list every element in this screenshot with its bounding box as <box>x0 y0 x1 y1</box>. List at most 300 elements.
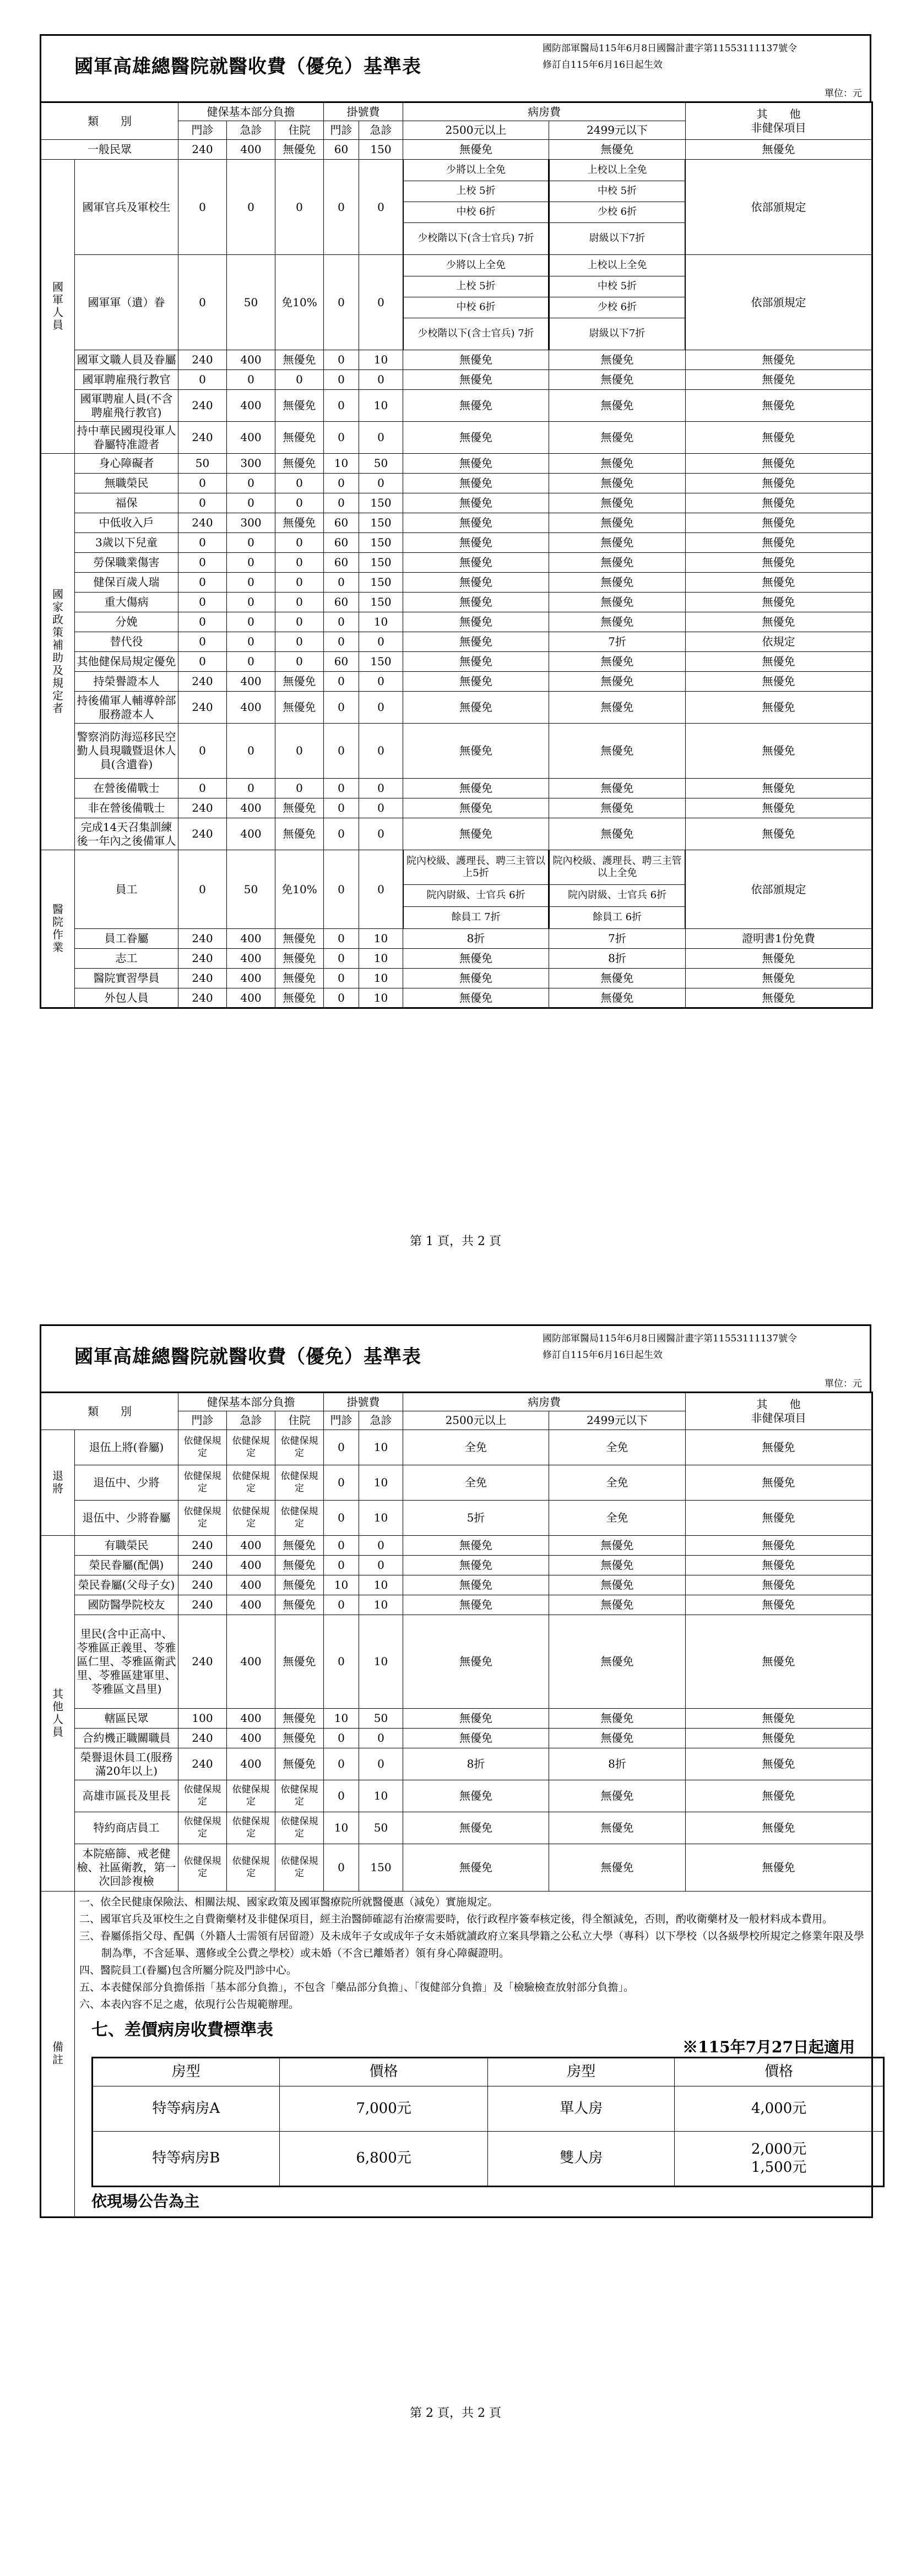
table-row <box>41 652 872 672</box>
fee-cell: 0 <box>227 779 275 798</box>
fee-cell: 240 <box>178 350 227 370</box>
fee-cell: 無優免 <box>549 652 686 672</box>
fee-cell: 0 <box>359 1748 403 1780</box>
fee-cell: 無優免 <box>403 798 549 818</box>
header-reg-emergency: 急診 <box>359 1411 403 1430</box>
fee-cell: 0 <box>324 672 359 692</box>
fee-cell: 0 <box>275 632 324 652</box>
fee-cell: 無優免 <box>686 454 872 474</box>
fee-cell: 無優免 <box>549 1615 686 1709</box>
document-header <box>40 34 871 101</box>
fee-cell: 0 <box>324 370 359 390</box>
row-label: 里民(含中正高中、苓雅區正義里、苓雅區仁里、苓雅區衛武里、苓雅區建軍里、苓雅區文昌里) <box>75 1615 178 1709</box>
fee-cell: 無優免 <box>403 1709 549 1729</box>
fee-cell: 400 <box>227 1709 275 1729</box>
fee-cell: 10 <box>359 1465 403 1501</box>
regulation-notice <box>543 40 867 73</box>
fee-cell: 依健保規定 <box>227 1812 275 1844</box>
fee-cell: 0 <box>275 370 324 390</box>
row-label: 分娩 <box>75 612 178 632</box>
ward-discount-cell <box>549 255 686 350</box>
table-row <box>41 1812 872 1844</box>
fee-cell: 依健保規定 <box>227 1844 275 1892</box>
fee-cell: 無優免 <box>403 612 549 632</box>
fee-cell: 150 <box>359 573 403 593</box>
ward-header-type: 房型 <box>93 2057 280 2086</box>
discount-item: 中校 6折 <box>404 202 549 222</box>
fee-cell: 400 <box>227 798 275 818</box>
table-row <box>41 350 872 370</box>
fee-cell: 0 <box>324 988 359 1008</box>
page-number: 第 2 頁，共 2 頁 <box>410 2406 501 2420</box>
table-row <box>41 1430 872 1465</box>
fee-cell: 0 <box>324 1595 359 1615</box>
table-row <box>41 1780 872 1812</box>
remark-item: 五、本表健保部分負擔係指「基本部分負擔」，不包含「藥品部分負擔」、「復健部分負擔」及「檢驗檢查放射部分負擔」。 <box>79 1981 635 1993</box>
fee-cell: 10 <box>359 1430 403 1465</box>
fee-cell: 無優免 <box>549 593 686 612</box>
ward-price: 7,000元 <box>279 2086 488 2131</box>
fee-cell: 無優免 <box>686 1844 872 1892</box>
fee-cell: 依健保規定 <box>227 1430 275 1465</box>
fee-cell: 無優免 <box>403 422 549 454</box>
fee-cell: 0 <box>324 724 359 779</box>
fee-cell: 無優免 <box>686 493 872 513</box>
fee-cell: 0 <box>275 573 324 593</box>
fee-cell: 60 <box>324 652 359 672</box>
table-row <box>41 850 872 929</box>
discount-item: 少校階以下(含士官兵) 7折 <box>404 222 549 254</box>
row-label: 退伍中、少將眷屬 <box>75 1501 178 1536</box>
row-label: 高雄市區長及里長 <box>75 1780 178 1812</box>
discount-list <box>549 850 685 928</box>
ward-footer-note: 依現場公告為主 <box>91 2192 200 2210</box>
fee-cell: 免10% <box>275 850 324 929</box>
fee-cell: 240 <box>178 1748 227 1780</box>
group-remarks: 備註 <box>41 1892 75 2218</box>
fee-cell: 0 <box>275 533 324 553</box>
fee-cell: 依健保規定 <box>275 1812 324 1844</box>
fee-cell: 無優免 <box>403 1615 549 1709</box>
fee-cell: 400 <box>227 929 275 949</box>
fee-cell: 400 <box>227 988 275 1008</box>
fee-cell: 無優免 <box>686 593 872 612</box>
discount-item: 中校 6折 <box>404 297 549 318</box>
fee-cell: 0 <box>359 798 403 818</box>
fee-cell: 0 <box>324 818 359 850</box>
fee-cell: 50 <box>359 454 403 474</box>
fee-cell: 8折 <box>403 929 549 949</box>
fee-cell: 10 <box>359 969 403 988</box>
fee-cell: 0 <box>178 474 227 493</box>
fee-cell: 400 <box>227 1595 275 1615</box>
table-row <box>41 1615 872 1709</box>
row-label: 持後備軍人輔導幹部服務證本人 <box>75 692 178 724</box>
row-label: 無職榮民 <box>75 474 178 493</box>
fee-cell: 50 <box>359 1812 403 1844</box>
fee-cell: 0 <box>324 692 359 724</box>
discount-item: 尉級以下7折 <box>550 222 685 254</box>
fee-cell: 0 <box>275 160 324 255</box>
fee-cell: 240 <box>178 929 227 949</box>
table-row <box>41 1536 872 1556</box>
discount-list <box>549 160 685 254</box>
fee-cell: 0 <box>275 493 324 513</box>
fee-cell: 無優免 <box>275 140 324 160</box>
fee-cell: 0 <box>324 573 359 593</box>
fee-cell: 240 <box>178 422 227 454</box>
fee-cell: 240 <box>178 692 227 724</box>
fee-cell: 無優免 <box>275 1556 324 1575</box>
fee-cell: 無優免 <box>403 779 549 798</box>
fee-cell: 0 <box>324 632 359 652</box>
fee-cell: 無優免 <box>403 370 549 390</box>
fee-cell: 依健保規定 <box>178 1780 227 1812</box>
fee-cell: 無優免 <box>403 1595 549 1615</box>
fee-cell: 0 <box>359 1556 403 1575</box>
fee-cell: 400 <box>227 672 275 692</box>
fee-cell: 依健保規定 <box>275 1780 324 1812</box>
fee-cell: 400 <box>227 1536 275 1556</box>
fee-cell: 0 <box>275 779 324 798</box>
fee-cell: 證明書1份免費 <box>686 929 872 949</box>
fee-cell: 0 <box>359 1536 403 1556</box>
fee-cell: 150 <box>359 513 403 533</box>
fee-cell: 0 <box>324 798 359 818</box>
fee-cell: 0 <box>178 652 227 672</box>
ward-discount-cell <box>403 160 549 255</box>
row-label: 國軍文職人員及眷屬 <box>75 350 178 370</box>
fee-cell: 400 <box>227 350 275 370</box>
discount-item: 上校 5折 <box>404 181 549 202</box>
fee-cell: 60 <box>324 140 359 160</box>
fee-cell: 0 <box>324 255 359 350</box>
fee-cell: 無優免 <box>686 724 872 779</box>
fee-cell: 150 <box>359 553 403 573</box>
table-row <box>41 493 872 513</box>
fee-cell: 400 <box>227 1748 275 1780</box>
fee-table-page2 <box>40 1392 873 2218</box>
ward-price-table <box>91 2057 885 2187</box>
ward-section-title: 七、差價病房收費標準表 <box>91 2020 273 2040</box>
header-ward: 病房費 <box>403 102 686 121</box>
fee-cell: 240 <box>178 1556 227 1575</box>
ward-type: 單人房 <box>488 2086 675 2131</box>
discount-item: 餘員工 7折 <box>404 906 549 928</box>
fee-cell: 無優免 <box>686 692 872 724</box>
fee-cell: 無優免 <box>403 652 549 672</box>
table-row <box>41 474 872 493</box>
fee-cell: 無優免 <box>403 533 549 553</box>
fee-cell: 50 <box>359 1709 403 1729</box>
fee-cell: 無優免 <box>549 140 686 160</box>
fee-cell: 無優免 <box>686 533 872 553</box>
fee-cell: 無優免 <box>403 593 549 612</box>
fee-cell: 依健保規定 <box>227 1780 275 1812</box>
fee-cell: 無優免 <box>403 692 549 724</box>
fee-cell: 10 <box>359 949 403 969</box>
header-reg-emergency: 急診 <box>359 121 403 140</box>
fee-cell: 0 <box>359 850 403 929</box>
document-title: 國軍高雄總醫院就醫收費（優免）基準表 <box>74 56 421 78</box>
fee-cell: 無優免 <box>686 350 872 370</box>
document-title: 國軍高雄總醫院就醫收費（優免）基準表 <box>74 1346 421 1368</box>
page-1 <box>40 34 871 1248</box>
fee-cell: 無優免 <box>686 370 872 390</box>
fee-cell: 400 <box>227 818 275 850</box>
header-reg-outpatient: 門診 <box>324 121 359 140</box>
fee-cell: 無優免 <box>549 474 686 493</box>
table-row <box>41 1729 872 1748</box>
unit-label: 單位：元 <box>825 88 862 99</box>
fee-cell: 無優免 <box>549 1780 686 1812</box>
remark-item: 四、醫院員工(眷屬)包含所屬分院及門診中心。 <box>79 1964 297 1976</box>
fee-cell: 依健保規定 <box>178 1465 227 1501</box>
header-outpatient: 門診 <box>178 121 227 140</box>
fee-cell: 240 <box>178 672 227 692</box>
fee-cell: 無優免 <box>275 513 324 533</box>
fee-cell: 全免 <box>549 1501 686 1536</box>
fee-cell: 10 <box>359 350 403 370</box>
fee-cell: 400 <box>227 390 275 422</box>
fee-cell: 無優免 <box>549 553 686 573</box>
fee-cell: 無優免 <box>686 1780 872 1812</box>
header-insurance: 健保基本部分負擔 <box>178 102 324 121</box>
fee-cell: 0 <box>178 255 227 350</box>
fee-cell: 無優免 <box>549 1729 686 1748</box>
fee-cell: 無優免 <box>403 553 549 573</box>
document-header <box>40 1324 871 1392</box>
page-2 <box>40 1324 871 2420</box>
table-row <box>41 798 872 818</box>
fee-cell: 無優免 <box>686 1501 872 1536</box>
ward-type: 特等病房B <box>93 2131 280 2186</box>
fee-cell: 240 <box>178 1536 227 1556</box>
header-ward: 病房費 <box>403 1393 686 1411</box>
fee-cell: 無優免 <box>549 1536 686 1556</box>
fee-cell: 10 <box>324 1709 359 1729</box>
fee-cell: 0 <box>178 573 227 593</box>
fee-cell: 無優免 <box>275 1615 324 1709</box>
fee-cell: 0 <box>359 370 403 390</box>
fee-cell: 10 <box>324 1812 359 1844</box>
fee-cell: 150 <box>359 140 403 160</box>
fee-cell: 0 <box>359 818 403 850</box>
row-label: 合約機正職關職員 <box>75 1729 178 1748</box>
fee-cell: 10 <box>359 1595 403 1615</box>
fee-cell: 240 <box>178 818 227 850</box>
fee-cell: 0 <box>324 160 359 255</box>
ward-discount-cell <box>549 850 686 929</box>
fee-table-page1 <box>40 101 873 1009</box>
fee-cell: 無優免 <box>403 350 549 370</box>
fee-cell: 無優免 <box>549 692 686 724</box>
fee-cell: 無優免 <box>686 1729 872 1748</box>
fee-cell: 無優免 <box>403 493 549 513</box>
header-inpatient: 住院 <box>275 121 324 140</box>
row-label: 國軍官兵及軍校生 <box>75 160 178 255</box>
fee-cell: 0 <box>324 779 359 798</box>
fee-cell: 300 <box>227 513 275 533</box>
fee-cell: 0 <box>178 593 227 612</box>
discount-item: 上校以上全免 <box>550 255 685 276</box>
fee-cell: 無優免 <box>403 988 549 1008</box>
discount-item: 上校以上全免 <box>550 160 685 181</box>
fee-cell: 無優免 <box>275 949 324 969</box>
fee-cell: 0 <box>359 692 403 724</box>
fee-cell: 0 <box>324 1729 359 1748</box>
fee-cell: 10 <box>359 988 403 1008</box>
table-row <box>41 390 872 422</box>
fee-cell: 150 <box>359 1844 403 1892</box>
table-row <box>41 1709 872 1729</box>
fee-cell: 0 <box>324 1780 359 1812</box>
fee-cell: 依健保規定 <box>275 1501 324 1536</box>
header-category: 類 別 <box>41 102 178 140</box>
row-label: 國軍聘雇人員(不含聘雇飛行教官) <box>75 390 178 422</box>
table-row <box>41 779 872 798</box>
fee-cell: 無優免 <box>275 988 324 1008</box>
ward-discount-cell <box>403 850 549 929</box>
discount-item: 餘員工 6折 <box>550 906 685 928</box>
fee-cell: 0 <box>324 929 359 949</box>
row-label: 國軍軍（遺）眷 <box>75 255 178 350</box>
fee-cell: 10 <box>359 1575 403 1595</box>
fee-cell: 無優免 <box>403 573 549 593</box>
fee-cell: 0 <box>324 969 359 988</box>
fee-cell: 240 <box>178 949 227 969</box>
fee-cell: 依健保規定 <box>178 1501 227 1536</box>
discount-item: 尉級以下7折 <box>550 318 685 350</box>
remark-item: 一、依全民健康保險法、相關法規、國家政策及國軍醫療院所就醫優惠（減免）實施規定。 <box>79 1896 498 1908</box>
discount-list <box>403 850 549 928</box>
fee-cell: 240 <box>178 1615 227 1709</box>
fee-cell: 0 <box>324 1844 359 1892</box>
header-category: 類 別 <box>41 1393 178 1430</box>
fee-cell: 無優免 <box>275 1536 324 1556</box>
header-ward-high: 2500元以上 <box>403 121 549 140</box>
fee-cell: 無優免 <box>549 1812 686 1844</box>
group-others: 其他人員 <box>41 1536 75 1892</box>
fee-cell: 無優免 <box>549 798 686 818</box>
table-row <box>41 454 872 474</box>
fee-cell: 150 <box>359 533 403 553</box>
remark-item: 三、眷屬係指父母、配偶（外籍人士需領有居留證）及未成年子女或成年子女未婚就讀政府立案具學籍之公私立大學（專科）以下學校（以各級學校所規定之修業年限及學制為準，不含延畢、選修或全公費之學校）或未婚（不含已離婚者）領有身心障礙證明。 <box>79 1930 865 1959</box>
ward-price: 2,000元 1,500元 <box>675 2131 884 2186</box>
table-row <box>41 593 872 612</box>
table-row <box>41 370 872 390</box>
notice-line: 國防部軍醫局115年6月8日國醫計畫字第11553111137號令 <box>543 1333 798 1344</box>
fee-cell: 無優免 <box>549 493 686 513</box>
fee-cell: 400 <box>227 969 275 988</box>
header-other: 其 他 非健保項目 <box>686 102 872 140</box>
fee-cell: 0 <box>227 612 275 632</box>
fee-cell: 8折 <box>549 1748 686 1780</box>
fee-cell: 無優免 <box>686 1595 872 1615</box>
fee-cell: 400 <box>227 1615 275 1709</box>
row-label: 有職榮民 <box>75 1536 178 1556</box>
ward-section <box>75 2020 871 2216</box>
fee-cell: 無優免 <box>403 1575 549 1595</box>
row-label: 員工眷屬 <box>75 929 178 949</box>
fee-cell: 10 <box>359 1501 403 1536</box>
fee-cell: 0 <box>178 160 227 255</box>
fee-cell: 0 <box>324 850 359 929</box>
table-row <box>41 533 872 553</box>
fee-cell: 無優免 <box>403 949 549 969</box>
fee-cell: 無優免 <box>275 1748 324 1780</box>
fee-cell: 無優免 <box>549 513 686 533</box>
ward-price: 6,800元 <box>279 2131 488 2186</box>
fee-cell: 240 <box>178 140 227 160</box>
table-row <box>41 422 872 454</box>
row-label: 國防醫學院校友 <box>75 1595 178 1615</box>
table-row <box>41 553 872 573</box>
row-label: 勞保職業傷害 <box>75 553 178 573</box>
fee-cell: 無優免 <box>549 724 686 779</box>
fee-cell: 240 <box>178 1595 227 1615</box>
fee-cell: 0 <box>359 632 403 652</box>
fee-cell: 全免 <box>549 1430 686 1465</box>
fee-cell: 10 <box>359 1615 403 1709</box>
fee-cell: 無優免 <box>686 798 872 818</box>
fee-cell: 無優免 <box>403 632 549 652</box>
row-label: 健保百歲人瑞 <box>75 573 178 593</box>
fee-cell: 無優免 <box>275 350 324 370</box>
fee-cell: 無優免 <box>403 513 549 533</box>
fee-cell: 無優免 <box>275 422 324 454</box>
fee-cell: 0 <box>359 1729 403 1748</box>
fee-cell: 0 <box>359 255 403 350</box>
fee-cell: 無優免 <box>403 818 549 850</box>
table-row <box>41 573 872 593</box>
fee-cell: 400 <box>227 1556 275 1575</box>
fee-cell: 0 <box>178 553 227 573</box>
fee-cell: 10 <box>359 1780 403 1812</box>
fee-cell: 300 <box>227 454 275 474</box>
fee-cell: 依健保規定 <box>275 1430 324 1465</box>
table-row <box>41 949 872 969</box>
fee-cell: 無優免 <box>403 474 549 493</box>
fee-cell: 無優免 <box>686 390 872 422</box>
fee-cell: 無優免 <box>403 1812 549 1844</box>
remark-item: 二、國軍官兵及軍校生之自費衛藥材及非健保項目，經主治醫師確認有治療需要時，依行政程序簽奉核定後，得全額減免，否則，酌收衛藥材及一般材料成本費用。 <box>79 1913 833 1925</box>
fee-cell: 無優免 <box>549 370 686 390</box>
fee-cell: 無優免 <box>403 672 549 692</box>
row-label: 替代役 <box>75 632 178 652</box>
fee-cell: 無優免 <box>549 672 686 692</box>
fee-cell: 10 <box>359 390 403 422</box>
header-emergency: 急診 <box>227 1411 275 1430</box>
fee-cell: 全免 <box>403 1465 549 1501</box>
fee-cell: 0 <box>275 593 324 612</box>
fee-cell: 150 <box>359 652 403 672</box>
other-cell: 依部頒規定 <box>686 255 872 350</box>
fee-cell: 無優免 <box>275 818 324 850</box>
fee-cell: 60 <box>324 513 359 533</box>
fee-cell: 60 <box>324 593 359 612</box>
row-label: 其他健保局規定優免 <box>75 652 178 672</box>
fee-cell: 無優免 <box>403 724 549 779</box>
fee-cell: 無優免 <box>686 1575 872 1595</box>
fee-cell: 0 <box>227 652 275 672</box>
fee-cell: 無優免 <box>686 1556 872 1575</box>
fee-cell: 無優免 <box>686 652 872 672</box>
header-registration: 掛號費 <box>324 102 403 121</box>
other-cell: 依部頒規定 <box>686 160 872 255</box>
fee-cell: 無優免 <box>549 1844 686 1892</box>
fee-cell: 400 <box>227 422 275 454</box>
